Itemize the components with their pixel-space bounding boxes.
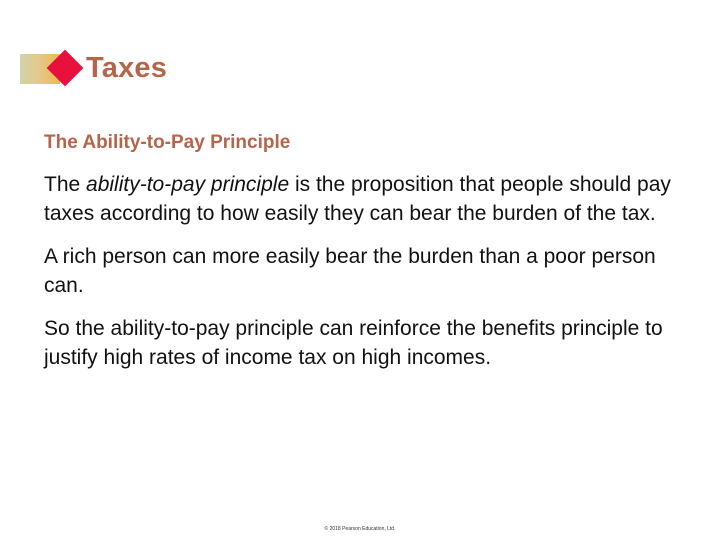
title-row — [20, 48, 700, 90]
paragraph-rich-person: A rich person can more easily bear the burden than a poor person can. — [44, 245, 656, 297]
copyright-footer: © 2018 Pearson Education, Ltd. — [324, 526, 396, 532]
term-ability-to-pay: ability-to-pay principle — [86, 173, 290, 196]
paragraph-definition-lead: The — [44, 173, 87, 196]
paragraph-conclusion: So the ability-to-pay principle can reinforce the benefits principle to justify high rates of income tax on high incomes. — [44, 317, 663, 369]
slide-content — [44, 132, 674, 386]
section-subtitle: The Ability-to-Pay Principle — [44, 132, 291, 153]
paragraph-definition — [44, 170, 674, 228]
slide-title: Taxes — [86, 52, 168, 84]
paragraph-definition-rest: is the proposition that people should pay taxes according to how easily they can bear the burden of the tax. — [44, 173, 671, 225]
